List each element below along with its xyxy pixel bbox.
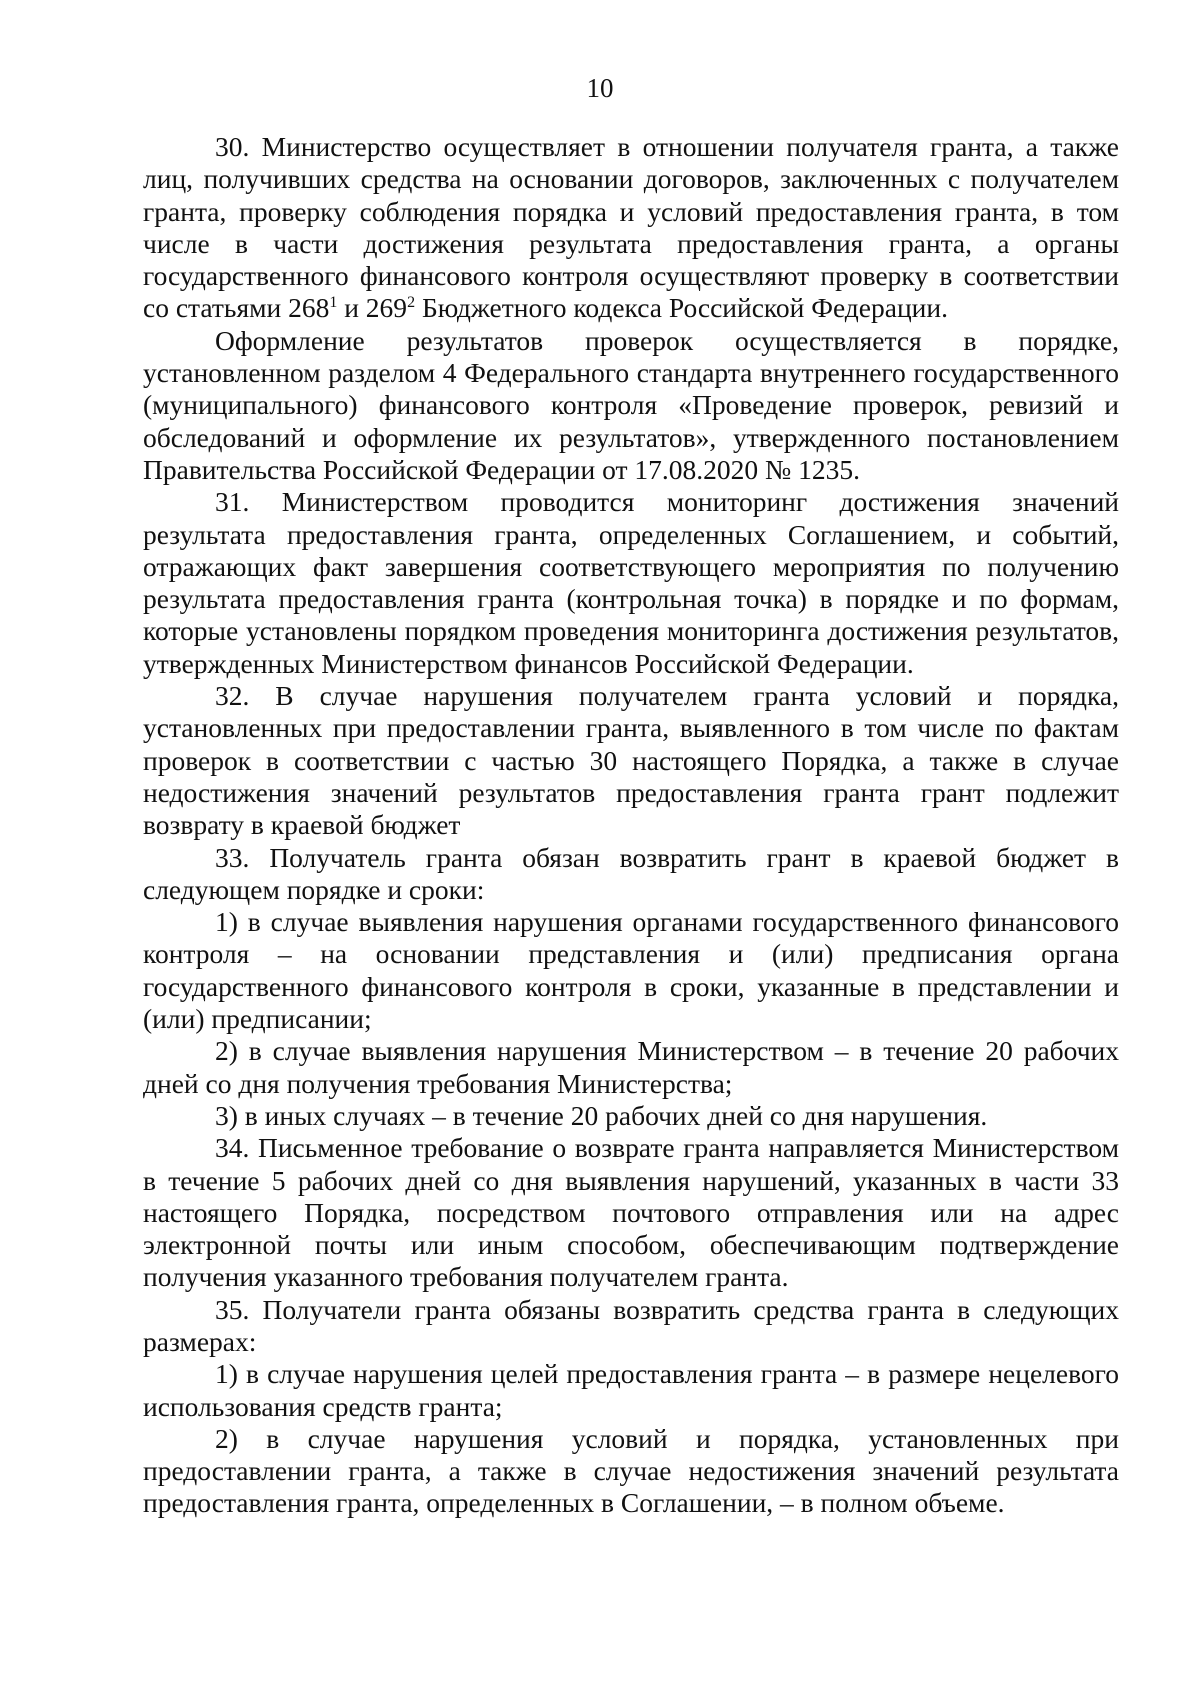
paragraph-33: 33. Получатель гранта обязан возвратить грант в краевой бюджет в следующем порядке и сроки: [143, 841, 1119, 905]
document-body [143, 131, 1119, 1520]
superscript-1: 1 [329, 294, 338, 312]
paragraph-35-item-1: 1) в случае нарушения целей предоставления гранта – в размере нецелевого использования средств гранта; [143, 1358, 1119, 1422]
paragraph-30 [143, 131, 1119, 325]
paragraph-30-registration: Оформление результатов проверок осуществляется в порядке, установленном разделом 4 Федерального стандарта внутреннего государственного (муниципального) финансового контроля «Проведение проверок, ревизий и обследований и оформление их результатов», утвержденного постановлением Правительства Российской Федерации от 17.08.2020 № 1235. [143, 324, 1119, 485]
paragraph-35: 35. Получатели гранта обязаны возвратить средства гранта в следующих размерах: [143, 1293, 1119, 1357]
paragraph-30-mid: и 269 [337, 292, 408, 324]
paragraph-34: 34. Письменное требование о возврате гранта направляется Министерством в течение 5 рабочих дней со дня выявления нарушений, указанных в части 33 настоящего Порядка, посредством почтового отправления или на адрес электронной почты или иным способом, обеспечивающим подтверждение получения указанного требования получателем гранта. [143, 1132, 1119, 1293]
superscript-2: 2 [407, 294, 416, 312]
paragraph-30-text: 30. Министерство осуществляет в отношении получателя гранта, а также лиц, получивших средства на основании договоров, заключенных с получателем гранта, проверку соблюдения порядка и условий предоставления гранта, в том числе в части достижения результата предоставления гранта, а органы государственного финансового контроля осуществляют проверку в соответствии со статьями 268 [143, 131, 1119, 324]
paragraph-30-end: Бюджетного кодекса Российской Федерации. [415, 292, 948, 324]
paragraph-33-item-2: 2) в случае выявления нарушения Министерством – в течение 20 рабочих дней со дня получения требования Министерства; [143, 1035, 1119, 1099]
paragraph-33-item-3: 3) в иных случаях – в течение 20 рабочих дней со дня нарушения. [215, 1099, 988, 1131]
paragraph-32: 32. В случае нарушения получателем гранта условий и порядка, установленных при предоставлении гранта, выявленного в том числе по фактам проверок в соответствии с частью 30 настоящего Порядка, а также в случае недостижения значений результатов предоставления гранта грант подлежит возврату в краевой бюджет [143, 680, 1119, 841]
paragraph-31: 31. Министерством проводится мониторинг достижения значений результата предоставления гранта, определенных Соглашением, и событий, отражающих факт завершения соответствующего мероприятия по получению результата предоставления гранта (контрольная точка) в порядке и по формам, которые установлены порядком проведения мониторинга достижения результатов, утвержденных Министерством финансов Российской Федерации. [143, 486, 1119, 679]
paragraph-35-item-2: 2) в случае нарушения условий и порядка, установленных при предоставлении гранта, а также в случае недостижения значений результата предоставления гранта, определенных в Соглашении, – в полном объеме. [143, 1422, 1119, 1519]
paragraph-33-item-1: 1) в случае выявления нарушения органами государственного финансового контроля – на основании представления и (или) предписания органа государственного финансового контроля в сроки, указанные в представлении и (или) предписании; [143, 906, 1119, 1035]
page-number: 10 [586, 73, 614, 103]
